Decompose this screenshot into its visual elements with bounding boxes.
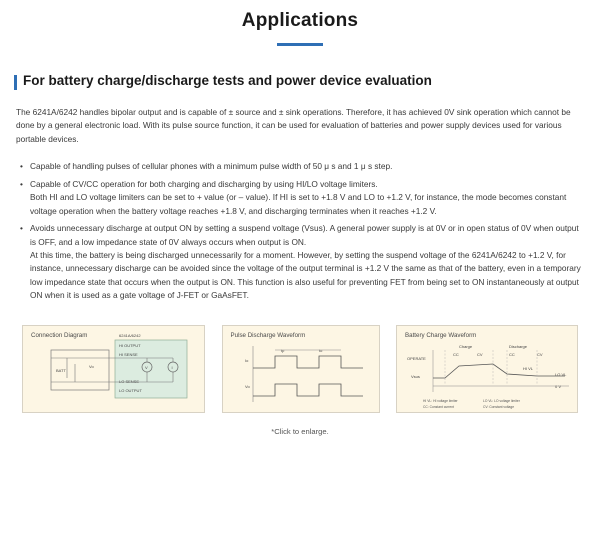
list-item xyxy=(30,160,584,173)
title-underline-rule xyxy=(277,43,323,46)
figure-row xyxy=(22,325,578,413)
svg-text:Discharge: Discharge xyxy=(509,343,528,349)
svg-text:LO OUTPUT: LO OUTPUT xyxy=(119,387,142,393)
svg-text:BATT: BATT xyxy=(56,367,66,373)
svg-text:CV: Constant voltage: CV: Constant voltage xyxy=(483,404,515,409)
svg-text:CC: Constant current: CC: Constant current xyxy=(423,404,454,409)
list-item xyxy=(30,178,584,218)
svg-text:Charge: Charge xyxy=(459,343,473,349)
bullet-line: Both HI and LO voltage limiters can be set to + value (or – value). If HI is set to +1.8 V and LO to +1.2 V, for instance, the mode becomes constant voltage operation when the battery voltage reaches +1.8 V, and discharging terminates when it reaches +1.2 V. xyxy=(30,192,567,216)
bullet-line: • Avoids unnecessary discharge at output ON by setting a suspend voltage (Vsus). A general power supply is at 0V or in open status of 0V when output is OFF, and a low impedance state of 0V always occurs when output is ON. xyxy=(30,223,579,247)
section-heading-text: For battery charge/discharge tests and power device evaluation xyxy=(23,73,432,88)
page-title: Applications xyxy=(241,10,359,31)
svg-text:CV: CV xyxy=(477,351,483,357)
svg-text:CC: CC xyxy=(509,351,515,357)
applications-page xyxy=(0,10,600,539)
svg-text:V: V xyxy=(145,364,148,370)
svg-text:HI VL: HI voltage limiter: HI VL: HI voltage limiter xyxy=(423,398,458,403)
svg-text:HI OUTPUT: HI OUTPUT xyxy=(119,342,141,348)
battery-charge-graphic xyxy=(397,326,579,414)
svg-text:LO SENSE: LO SENSE xyxy=(119,378,140,384)
svg-text:CV: CV xyxy=(537,351,543,357)
section-accent-bar xyxy=(14,75,17,90)
svg-text:0 V: 0 V xyxy=(555,383,562,389)
click-to-enlarge-note: *Click to enlarge. xyxy=(271,426,329,436)
svg-text:Vo: Vo xyxy=(89,363,94,369)
svg-text:Io: Io xyxy=(244,357,248,363)
svg-text:HI SENSE: HI SENSE xyxy=(119,351,138,357)
feature-bullet-list xyxy=(16,160,584,302)
figure-battery-charge-waveform[interactable] xyxy=(396,325,578,413)
figure-caption: Pulse Discharge Waveform xyxy=(230,331,306,339)
svg-text:CC: CC xyxy=(453,351,459,357)
svg-text:tp: tp xyxy=(280,347,284,353)
svg-text:to: to xyxy=(318,347,322,353)
list-item xyxy=(30,222,584,303)
section-heading xyxy=(14,73,590,90)
svg-text:6241A/6242: 6241A/6242 xyxy=(119,332,141,338)
figure-pulse-discharge-waveform[interactable] xyxy=(222,325,380,413)
figure-caption: Battery Charge Waveform xyxy=(405,331,477,339)
svg-text:I: I xyxy=(171,364,173,370)
intro-paragraph: The 6241A/6242 handles bipolar output and is capable of ± source and ± sink operations. Therefore, it has achieved 0V sink operation which cannot be done by a general electronic load. With its pulse source function, it can be used for evaluation of batteries and power supply devices used for various portable devices. xyxy=(16,107,571,144)
svg-text:HI VL: HI VL xyxy=(523,365,534,371)
connection-diagram-graphic xyxy=(23,326,206,414)
bullet-line: • Capable of CV/CC operation for both charging and discharging by using HI/LO voltage limiters. xyxy=(30,178,378,189)
svg-text:Vo: Vo xyxy=(244,383,250,389)
svg-text:LO VL: LO VL xyxy=(555,371,567,377)
svg-text:LO VL: LO voltage limiter: LO VL: LO voltage limiter xyxy=(483,398,520,403)
svg-text:OPERATE: OPERATE xyxy=(407,355,426,361)
pulse-discharge-graphic xyxy=(223,326,381,414)
bullet-line: At this time, the battery is being discharged unnecessarily for a moment. However, by setting the suspend voltage of the 6241A/6242 to +1.2 V, for instance, unnecessary discharge can be avoided since the voltage of the output terminal is +1.2 V the same as that of the battery, even in a temporary low impedance state that occurs when the output is ON. This function is also useful for preventing FET from being set to ON instantaneously at output ON when it is used as a gate voltage of J-FET or GaAsFET. xyxy=(30,249,581,301)
bullet-line: • Capable of handling pulses of cellular phones with a minimum pulse width of 50 μ s and 1 μ s step. xyxy=(30,161,393,172)
figure-caption: Connection Diagram xyxy=(31,331,88,339)
svg-text:Vsus: Vsus xyxy=(411,373,420,379)
figure-connection-diagram[interactable] xyxy=(22,325,205,413)
